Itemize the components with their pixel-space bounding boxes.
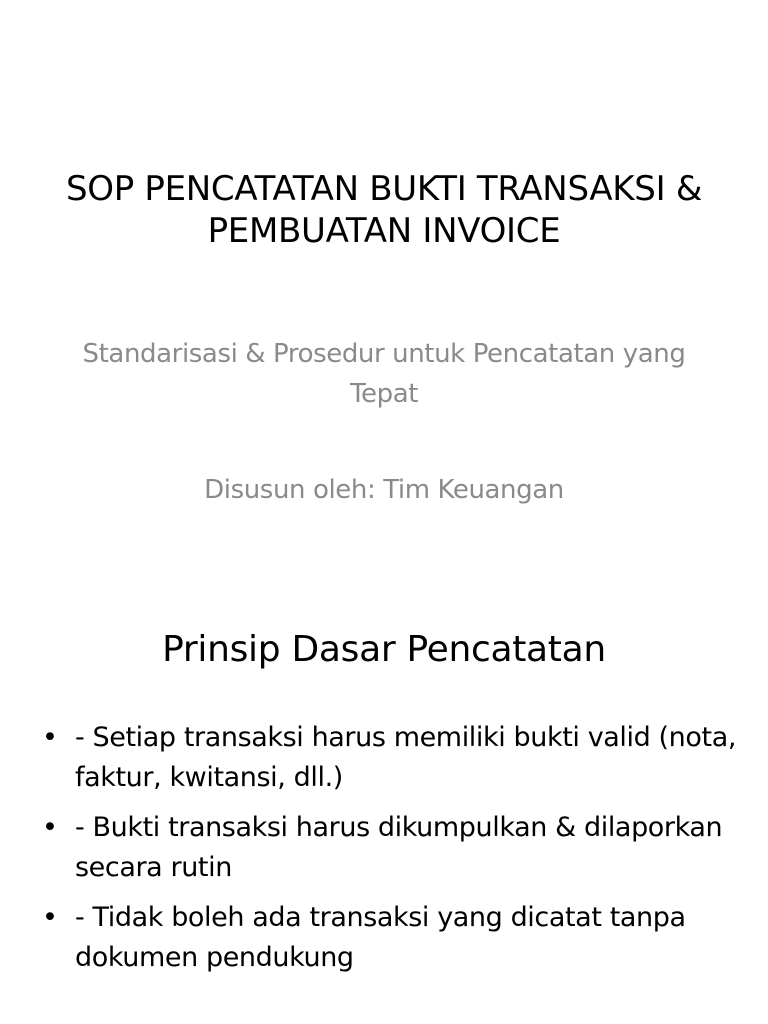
content-slide [0,576,768,1024]
slide-subtitle: Standarisasi & Prosedur untuk Pencatatan yang Tepat [82,339,686,409]
slide-author: Disusun oleh: Tim Keuangan [204,475,564,505]
bullet-text: - Bukti transaksi harus dikumpulkan & dilaporkan secara rutin [75,812,723,883]
bullet-item [38,898,738,978]
bullet-list [38,718,738,988]
bullet-item [38,718,738,798]
bullet-dot-icon: • [42,722,58,753]
bullet-item [38,808,738,888]
slide-title: SOP PENCATATAN BUKTI TRANSAKSI & PEMBUATAN INVOICE [65,169,703,251]
subtitle-block [58,334,710,510]
bullet-text: - Tidak boleh ada transaksi yang dicatat tanpa dokumen pendukung [75,902,686,973]
bullet-text: - Setiap transaksi harus memiliki bukti valid (nota, faktur, kwitansi, dll.) [75,722,737,793]
bullet-dot-icon: • [42,812,58,843]
bullet-dot-icon: • [42,902,58,933]
slide-heading: Prinsip Dasar Pencatatan [162,629,606,670]
